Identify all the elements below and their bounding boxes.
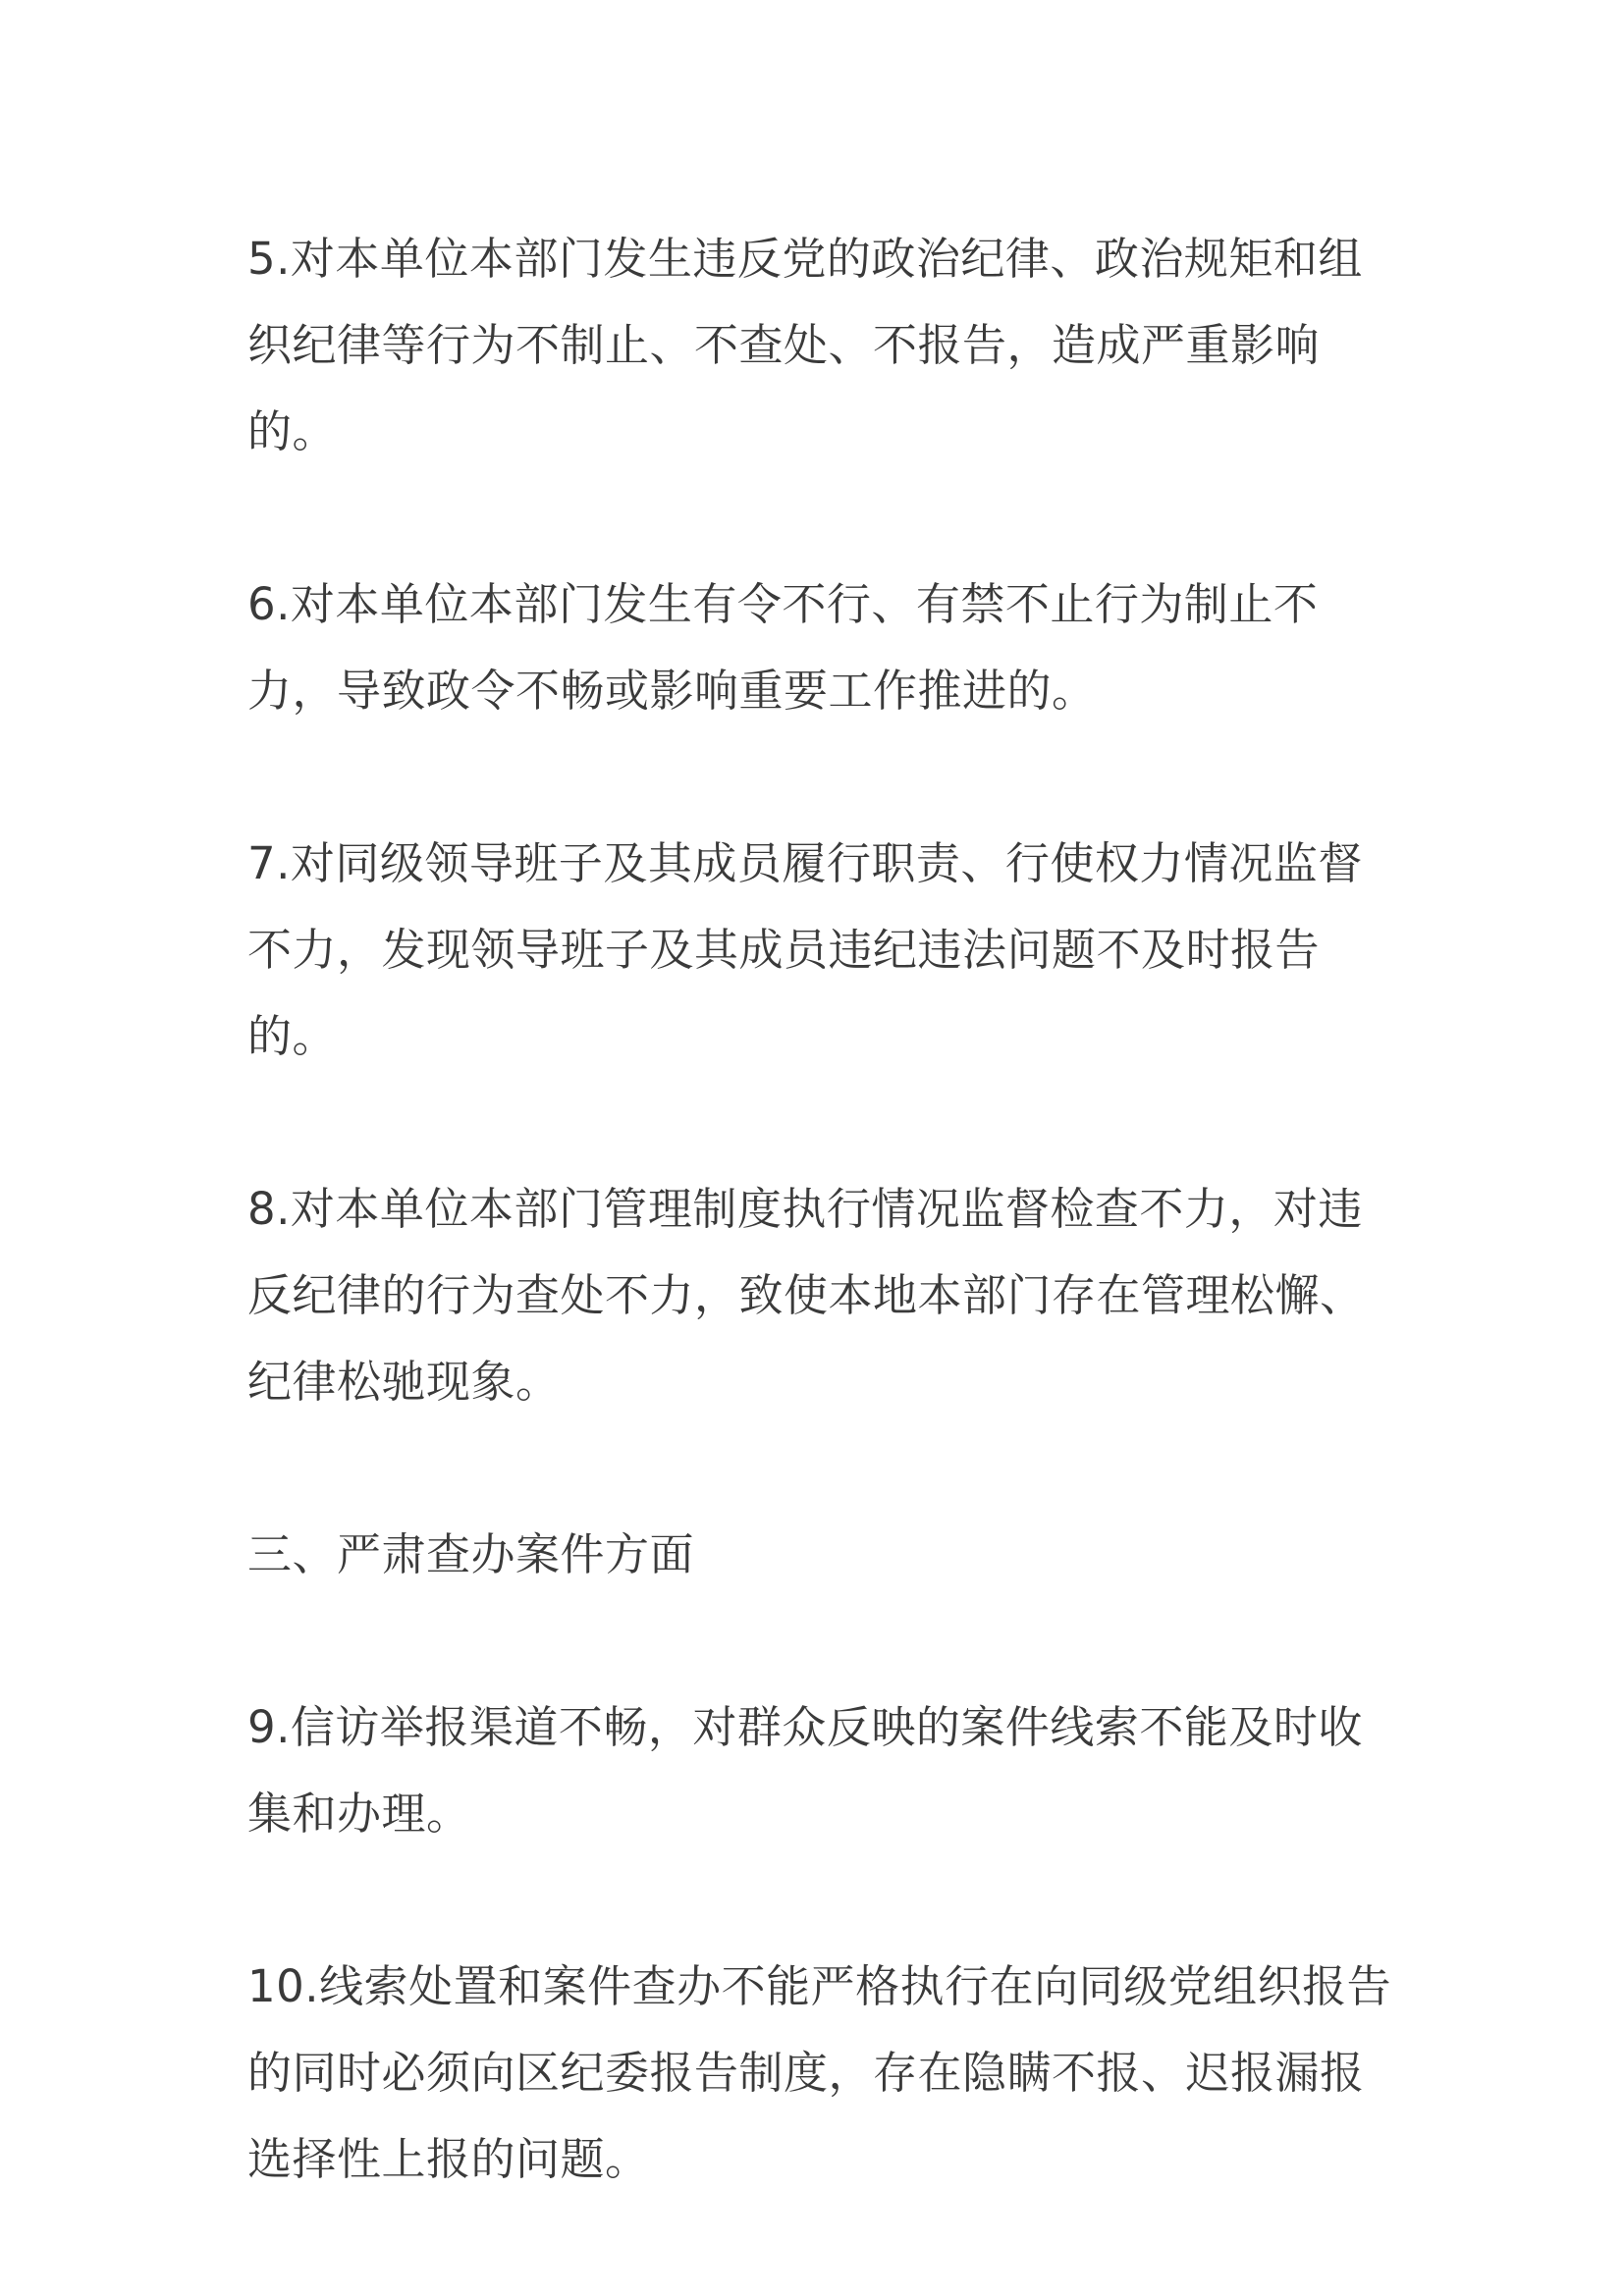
paragraph-item-6: 6.对本单位本部门发生有令不行、有禁不止行为制止不力，导致政令不畅或影响重要工作推进的。 [247,578,1319,717]
paragraph-item-9: 9.信访举报渠道不畅，对群众反映的案件线索不能及时收集和办理。 [247,1701,1363,1840]
paragraph-item-8: 8.对本单位本部门管理制度执行情况监督检查不力，对违反纪律的行为查处不力，致使本地本部门存在管理松懈、纪律松驰现象。 [247,1183,1365,1408]
section-heading-3: 三、严肃查办案件方面 [247,1528,695,1580]
paragraph-item-10: 10.线索处置和案件查办不能严格执行在向同级党组织报告的同时必须向区纪委报告制度，存在隐瞒不报、迟报漏报选择性上报的问题。 [247,1960,1392,2185]
paragraph-item-7: 7.对同级领导班子及其成员履行职责、行使权力情况监督不力，发现领导班子及其成员违纪违法问题不及时报告的。 [247,837,1363,1062]
paragraph-item-5: 5.对本单位本部门发生违反党的政治纪律、政治规矩和组织纪律等行为不制止、不查处、不报告，造成严重影响的。 [247,233,1363,457]
document-body [247,216,1401,2289]
